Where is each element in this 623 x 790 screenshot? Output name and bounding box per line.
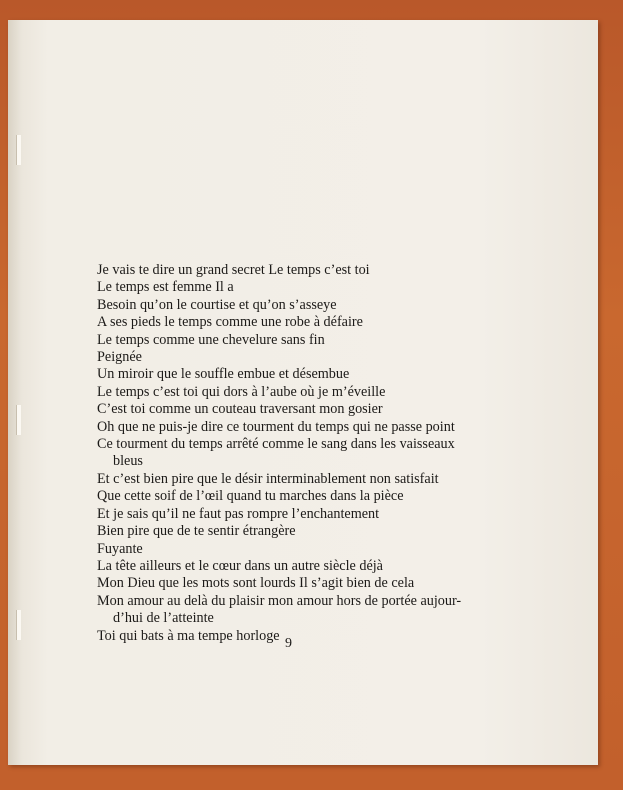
poem-line: Toi qui bats à ma tempe horloge [97, 627, 280, 644]
poem-line: Bien pire que de te sentir étrangère [97, 523, 296, 540]
poem-line: Fuyante [97, 540, 143, 557]
page-number: 9 [285, 636, 292, 651]
poem-line: Un miroir que le souffle embue et désembue [97, 366, 350, 383]
binding-stitch [16, 610, 21, 640]
poem-line: A ses pieds le temps comme une robe à défaire [97, 314, 363, 331]
poem-line: Le temps c’est toi qui dors à l’aube où je m’éveille [97, 383, 386, 400]
poem-line: La tête ailleurs et le cœur dans un autre siècle déjà [97, 557, 383, 574]
poem-line: C’est toi comme un couteau traversant mon gosier [97, 401, 383, 418]
poem-text [97, 262, 461, 645]
poem-line: Je vais te dire un grand secret Le temps c’est toi [97, 262, 370, 278]
poem-line: Peignée [97, 349, 142, 366]
poem-line: Que cette soif de l’œil quand tu marches dans la pièce [97, 488, 404, 505]
poem-line: Et c’est bien pire que le désir interminablement non satisfait [97, 470, 439, 487]
poem-line-continuation: bleus [113, 453, 143, 470]
poem-line: Mon Dieu que les mots sont lourds Il s’agit bien de cela [97, 575, 415, 592]
poem-line-continuation: d’hui de l’atteinte [113, 610, 214, 627]
binding-stitch [16, 135, 21, 165]
poem-line: Ce tourment du temps arrêté comme le sang dans les vaisseaux [97, 436, 455, 453]
poem-line: Le temps comme une chevelure sans fin [97, 331, 325, 348]
binding-stitch [16, 405, 21, 435]
poem-line: Mon amour au delà du plaisir mon amour hors de portée aujour- [97, 592, 462, 609]
poem-line: Le temps est femme Il a [97, 279, 234, 296]
poem-line: Besoin qu’on le courtise et qu’on s’asseye [97, 296, 337, 313]
poem-line: Et je sais qu’il ne faut pas rompre l’enchantement [97, 505, 380, 522]
poem-line: Oh que ne puis-je dire ce tourment du temps qui ne passe point [97, 418, 455, 435]
